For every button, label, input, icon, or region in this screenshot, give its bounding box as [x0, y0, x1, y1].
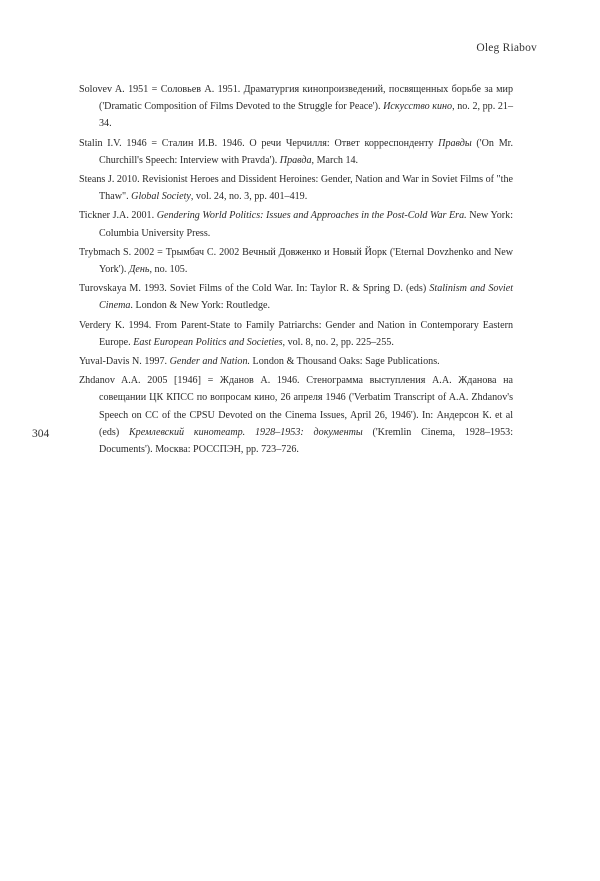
reference-title-italic: Правда	[279, 154, 312, 166]
reference-entry	[79, 372, 513, 458]
reference-title-italic: Искусство кино	[383, 101, 453, 113]
reference-text: , no. 105.	[149, 264, 188, 276]
reference-title-italic: Правды	[438, 137, 472, 149]
reference-text: Stalin I.V. 1946 = Сталин И.В. 1946. О речи Черчилля: Ответ корреспонденту	[79, 137, 439, 149]
reference-text: Yuval-Davis N. 1997.	[79, 356, 170, 368]
reference-entry	[79, 135, 513, 169]
reference-text: , March 14.	[311, 154, 359, 166]
reference-entry	[79, 280, 513, 314]
page-number: 304	[32, 428, 50, 440]
reference-entry	[79, 317, 513, 351]
reference-entry	[79, 207, 513, 241]
reference-title-italic: Gender and Nation.	[169, 356, 251, 368]
reference-text: Turovskaya M. 1993. Soviet Films of the Cold War. In: Taylor R. & Spring D. (eds)	[79, 283, 430, 295]
reference-text: Steans J. 2010. Revisionist Heroes and Dissident Heroines: Gender, Nation and War in Soviet Films of "the Thaw".	[79, 174, 513, 203]
reference-text: , vol. 8, no. 2, pp. 225–255.	[282, 336, 394, 348]
reference-entry	[79, 171, 513, 205]
reference-text: , vol. 24, no. 3, pp. 401–419.	[190, 191, 308, 203]
reference-text: Verdery K. 1994. From Parent-State to Family Patriarchs: Gender and Nation in Contemporary Eastern Europe.	[79, 319, 513, 348]
reference-entry	[79, 353, 513, 370]
reference-title-italic: East European Politics and Societies	[133, 336, 283, 348]
reference-text: Zhdanov A.A. 2005 [1946] = Жданов А. 1946. Стенограмма выступления А.А. Жданова на совещании ЦК КПСС по вопросам кино, 26 апреля 1946 ('Verbatim Transcript of A.A. Zhdanov's Speech on CC of the CPSU Devoted on the Cinema Issues, April 26, 1946'). In: Андерсон К. et al (eds)	[79, 375, 513, 438]
reference-list	[79, 81, 513, 460]
reference-title-italic: Stalinism and Soviet Cinema	[99, 283, 513, 312]
reference-text: , no. 2, pp. 21–34.	[99, 101, 514, 130]
reference-title-italic: Gendering World Politics: Issues and Approaches in the Post-Cold War Era.	[156, 210, 467, 222]
reference-text: Tickner J.A. 2001.	[79, 210, 157, 222]
reference-entry	[79, 244, 513, 278]
reference-text: Solovev A. 1951 = Соловьев А. 1951. Драматургия кинопроизведений, посвященных борьбе за мир ('Dramatic Composition of Films Devoted to the Struggle for Peace').	[79, 84, 513, 113]
reference-text: ('Kremlin Cinema, 1928–1953: Documents'). Москва: РОССПЭН, pp. 723–726.	[99, 426, 513, 456]
reference-title-italic: Global Society	[131, 191, 191, 203]
reference-text: London & Thousand Oaks: Sage Publications.	[250, 356, 440, 368]
reference-text: . London & New York: Routledge.	[130, 300, 271, 312]
reference-text: ('On Mr. Churchill's Speech: Interview with Pravda').	[99, 137, 513, 166]
reference-title-italic: День	[128, 264, 150, 276]
reference-title-italic: Кремлевский кинотеатр. 1928–1953: документы	[128, 426, 363, 438]
reference-text: New York: Columbia University Press.	[99, 210, 513, 239]
reference-entry	[79, 81, 513, 133]
reference-text: Trybmach S. 2002 = Трымбач С. 2002 Вечный Довженко и Новый Йорк ('Eternal Dovzhenko and New York').	[79, 246, 513, 276]
running-head-author: Oleg Riabov	[476, 42, 537, 54]
